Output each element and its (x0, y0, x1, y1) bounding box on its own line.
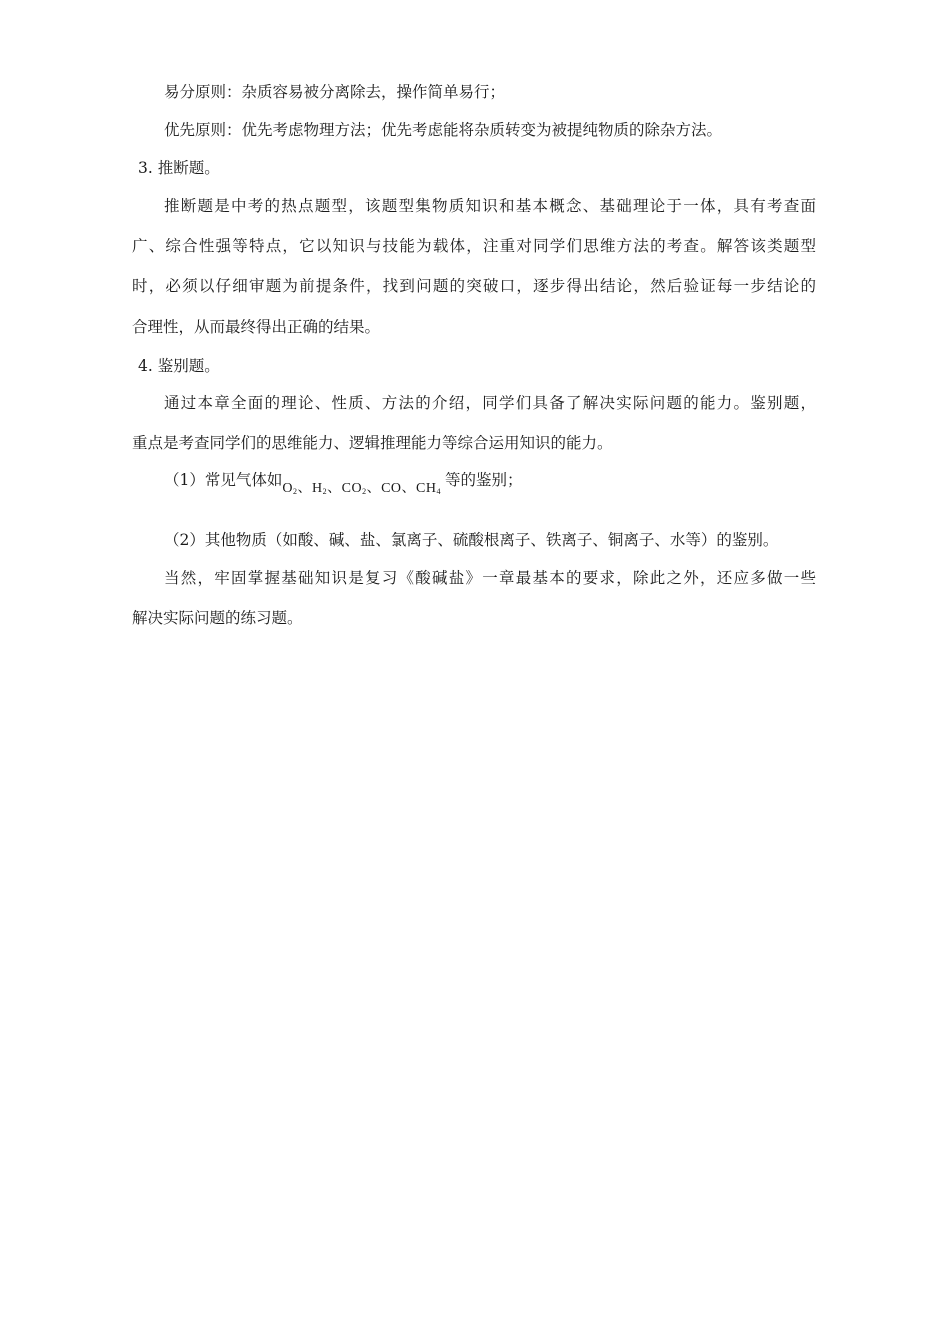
gas-formula-list: $O_2$、$H_2$、$CO_2$、CO、$CH_4$ (282, 481, 441, 496)
section-3-heading: 3. 推断题。 (138, 159, 220, 177)
formula-co: CO (381, 481, 402, 496)
principle-priority: 优先原则：优先考虑物理方法；优先考虑能将杂质转变为被提纯物质的除杂方法。 (164, 121, 723, 139)
gas-item-prefix: （1）常见气体如 (164, 471, 283, 489)
section-3-paragraph-line-4: 合理性，从而最终得出正确的结果。 (132, 318, 381, 336)
section-4-paragraph-line-1: 通过本章全面的理论、性质、方法的介绍，同学们具备了解决实际问题的能力。鉴别题， (164, 394, 816, 412)
gas-item-suffix: 等的鉴别； (444, 471, 523, 489)
formula-co2: $CO_2$ (341, 481, 367, 496)
section-3-paragraph-line-1: 推断题是中考的热点题型，该题型集物质知识和基本概念、基础理论于一体，具有考查面 (164, 197, 816, 215)
conclusion-line-2: 解决实际问题的练习题。 (132, 609, 303, 627)
formula-ch4: $CH_4$ (416, 481, 441, 496)
conclusion-line-1: 当然，牢固掌握基础知识是复习《酸碱盐》一章最基本的要求，除此之外，还应多做一些 (164, 569, 816, 587)
section-4-paragraph-line-2: 重点是考查同学们的思维能力、逻辑推理能力等综合运用知识的能力。 (132, 434, 613, 452)
formula-o2: $O_2$ (282, 481, 298, 496)
section-3-paragraph-line-2: 广、综合性强等特点，它以知识与技能为载体，注重对同学们思维方法的考查。解答该类题型 (132, 237, 816, 255)
other-substances-item: （2）其他物质（如酸、碱、盐、氯离子、硫酸根离子、铁离子、铜离子、水等）的鉴别。 (164, 531, 779, 549)
gas-identification-item (164, 470, 523, 495)
formula-h2: $H_2$ (312, 481, 328, 496)
section-4-heading: 4. 鉴别题。 (138, 357, 220, 375)
principle-easy-separation: 易分原则：杂质容易被分离除去，操作简单易行； (164, 83, 506, 101)
section-3-paragraph-line-3: 时，必须以仔细审题为前提条件，找到问题的突破口，逐步得出结论，然后验证每一步结论的 (132, 277, 816, 295)
